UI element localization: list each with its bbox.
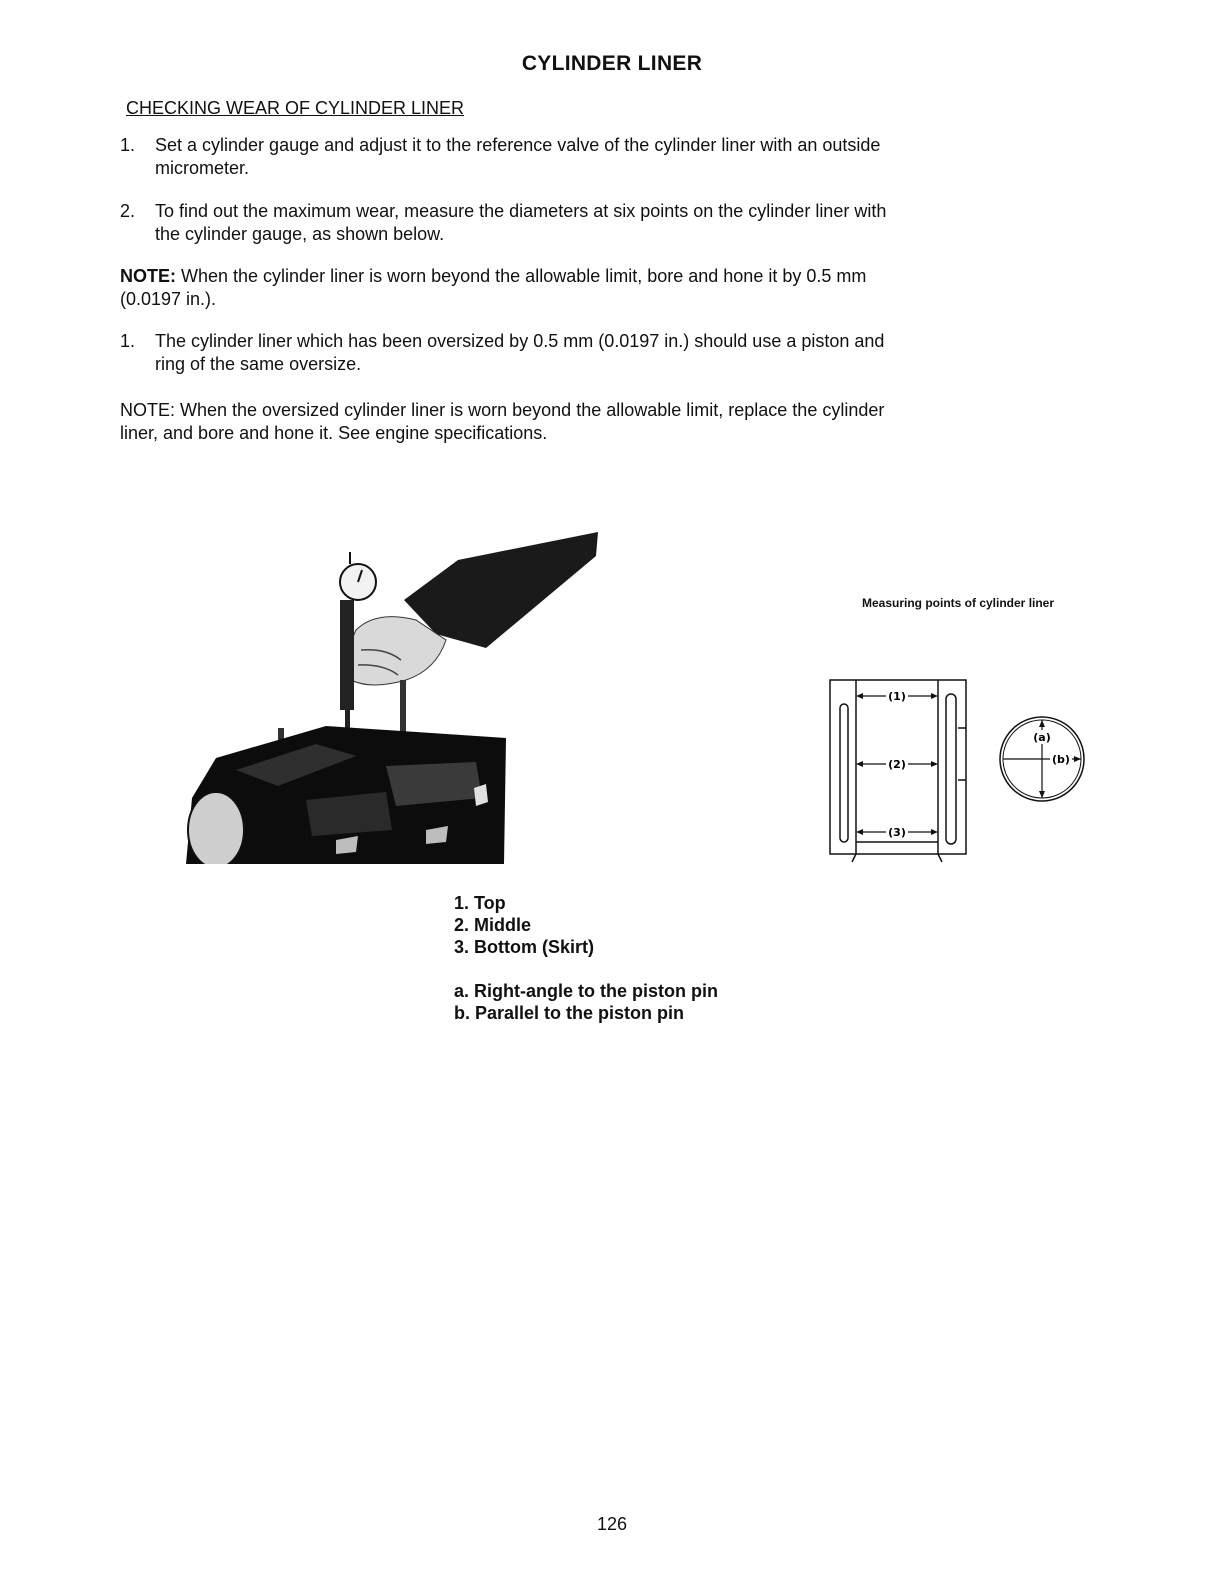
step-text-line: The cylinder liner which has been oversized by 0.5 mm (0.0197 in.) should use a piston and (155, 331, 885, 351)
note-label: NOTE: (120, 266, 176, 286)
legend-item: b. Parallel to the piston pin (454, 1003, 685, 1023)
step-3 (120, 330, 884, 376)
note-text-line: (0.0197 in.). (120, 289, 217, 309)
step-2 (120, 200, 886, 246)
legend-directions (454, 980, 718, 1024)
legend-item: a. Right-angle to the piston pin (454, 981, 718, 1001)
step-text-line: the cylinder gauge, as shown below. (155, 224, 445, 244)
legend-item: 1. Top (454, 893, 506, 913)
note-text-line: liner, and bore and hone it. See engine specifications. (120, 423, 548, 443)
step-number: 1. (120, 135, 136, 155)
note-text: When the cylinder liner is worn beyond the allowable limit, bore and hone it by 0.5 mm (176, 266, 867, 286)
step-1 (120, 134, 880, 180)
legend-item: 3. Bottom (Skirt) (454, 937, 595, 957)
note-text-line: NOTE: When the oversized cylinder liner is worn beyond the allowable limit, replace the cylinder (120, 400, 885, 420)
cylinder-gauge-photo (186, 530, 598, 864)
label-a: (a) (1033, 731, 1051, 744)
step-text-line: ring of the same oversize. (155, 354, 362, 374)
label-point-2: (2) (888, 758, 906, 771)
step-text-line: Set a cylinder gauge and adjust it to the reference valve of the cylinder liner with an outside (155, 135, 881, 155)
label-b: (b) (1052, 753, 1070, 766)
note-2 (120, 399, 884, 445)
label-point-1: (1) (888, 690, 906, 703)
step-number: 1. (120, 331, 136, 351)
page-title: CYLINDER LINER (521, 52, 703, 75)
step-number: 2. (120, 201, 136, 221)
cylinder-liner-diagram (826, 676, 1088, 866)
diagram-caption: Measuring points of cylinder liner (862, 596, 1055, 610)
step-text-line: To find out the maximum wear, measure the diameters at six points on the cylinder liner with (155, 201, 887, 221)
step-text-line: micrometer. (155, 158, 250, 178)
page-number: 126 (596, 1514, 628, 1534)
label-point-3: (3) (888, 826, 906, 839)
section-heading: CHECKING WEAR OF CYLINDER LINER (126, 98, 465, 118)
legend-points (454, 892, 594, 958)
note-1 (120, 265, 866, 311)
legend-item: 2. Middle (454, 915, 532, 935)
